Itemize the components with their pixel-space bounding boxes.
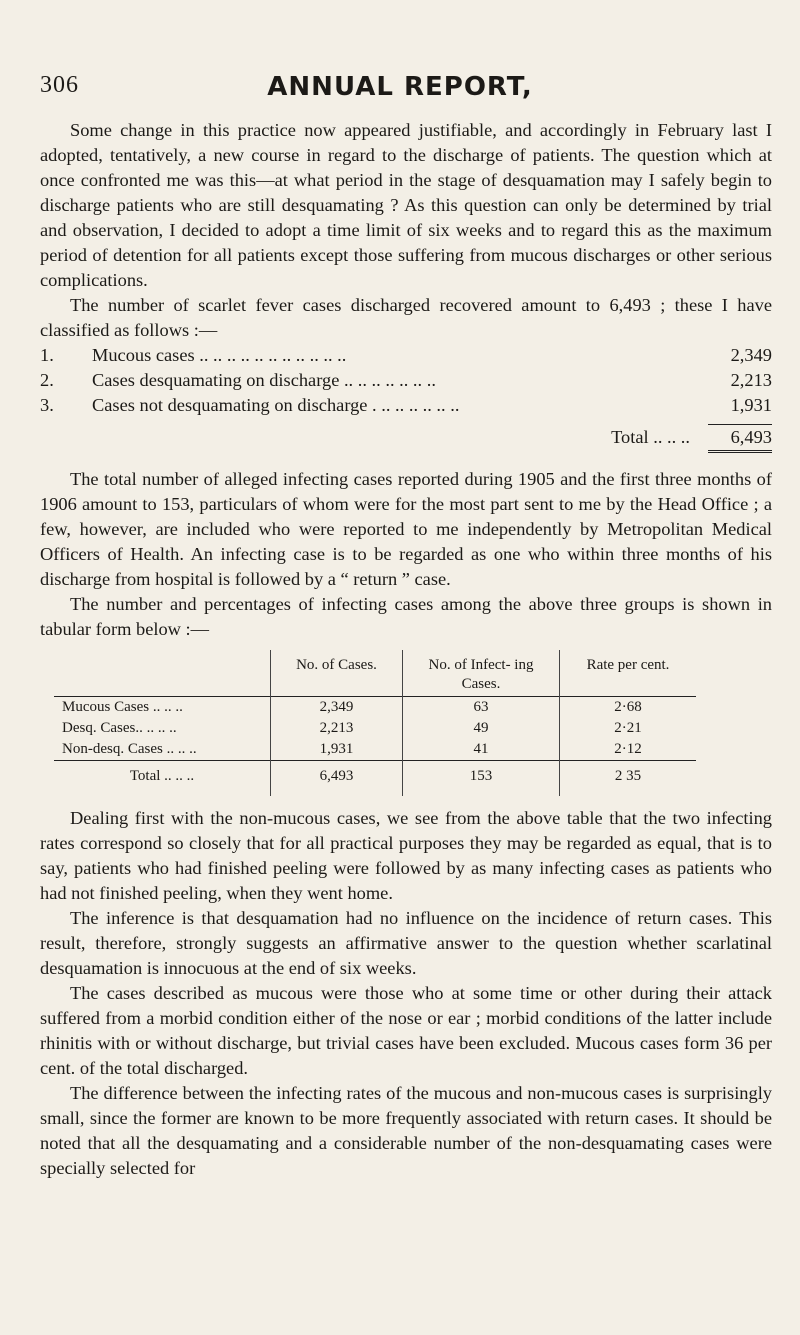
cell-infecting: 63	[403, 697, 560, 719]
cell-cases: 2,213	[271, 718, 403, 739]
cell-cases: 2,349	[271, 697, 403, 719]
paragraph: The cases described as mucous were those who at some time or other during their attack suffered from a morbid condition either of the nose or ear ; morbid conditions of the latter include rhinitis with or without discharge, but trivial cases have been excluded. Mucous cases form 36 per cent. of the total discharged.	[40, 983, 772, 1078]
total-infecting: 153	[403, 761, 560, 797]
double-rule	[708, 450, 772, 453]
cell-rate: 2·21	[560, 718, 697, 739]
col-header-rate: Rate per cent.	[560, 650, 697, 697]
item-value: 1,931	[730, 395, 772, 415]
paragraph: Some change in this practice now appeared justifiable, and accordingly in February last I adopted, tentatively, a new course in regard to the discharge of patients. The question which at once confronted me was this—at what period in the stage of desquamation may I safely begin to discharge patients who are still desquamating ? As this question can only be determined by trial and observation, I decided to adopt a time limit of six weeks and to regard this as the maximum period of detention for all patients except those suffering from mucous discharges or other serious complications.	[40, 120, 772, 290]
paragraph: The number of scarlet fever cases discharged recovered amount to 6,493 ; these I have classified as follows :—	[40, 295, 772, 340]
paragraph: The total number of alleged infecting cases reported during 1905 and the first three months of 1906 amount to 153, particulars of whom were for the most part sent to me by the Head Office ; a few, however, are included who were reported to me independently by Metropolitan Medical Officers of Health. An infecting case is to be regarded as one who within three months of his discharge from hospital is followed by a “ return ” case.	[40, 469, 772, 589]
paragraph: The number and percentages of infecting cases among the above three groups is shown in tabular form below :—	[40, 594, 772, 639]
list-item	[40, 343, 772, 368]
total-rate: 2 35	[560, 761, 697, 797]
col-header-infecting: No. of Infect- ing Cases.	[403, 650, 560, 697]
classification-list	[40, 343, 772, 453]
cell-rate: 2·68	[560, 697, 697, 719]
table-row	[54, 718, 696, 739]
cell-cases: 1,931	[271, 739, 403, 761]
table-header-row	[54, 650, 696, 697]
list-total-row	[40, 418, 772, 450]
cell-rate: 2·12	[560, 739, 697, 761]
paragraph: The difference between the infecting rates of the mucous and non-mucous cases is surprisingly small, since the former are known to be more frequently associated with return cases. It should be noted that all the desquamating and a considerable number of the non-desquamating cases were specially selected for	[40, 1083, 772, 1178]
table-row	[54, 697, 696, 719]
row-label: Non-desq. Cases .. .. ..	[62, 741, 197, 757]
row-label: Desq. Cases.. .. .. ..	[62, 720, 177, 736]
item-number: 3.	[40, 395, 54, 415]
total-cases: 6,493	[271, 761, 403, 797]
total-value: 6,493	[708, 424, 772, 450]
item-number: 2.	[40, 370, 54, 390]
page-number: 306	[40, 72, 79, 98]
total-label: Total .. .. ..	[611, 427, 690, 447]
table-row	[54, 739, 696, 761]
total-label: Total .. .. ..	[129, 768, 195, 784]
page-header	[40, 72, 760, 112]
running-title: ANNUAL REPORT,	[267, 72, 533, 102]
paragraph: Dealing first with the non-mucous cases, we see from the above table that the two infecting rates correspond so closely that for all practical purposes they may be regarded as equal, that is to say, patients who had finished peeling were followed by as many infecting cases as patients who had not finished peeling, when they went home.	[40, 808, 772, 903]
table-total-row	[54, 761, 696, 797]
item-label: Mucous cases .. .. .. .. .. .. .. .. .. .. ..	[92, 345, 347, 365]
item-value: 2,349	[730, 345, 772, 365]
list-item	[40, 368, 772, 393]
table-header-blank	[54, 650, 271, 697]
infecting-cases-table	[54, 650, 696, 796]
text-body	[40, 118, 772, 1181]
col-header-cases: No. of Cases.	[271, 650, 403, 697]
item-label: Cases not desquamating on discharge . .. .. .. .. .. ..	[92, 395, 460, 415]
cell-infecting: 41	[403, 739, 560, 761]
item-label: Cases desquamating on discharge .. .. .. .. .. .. ..	[92, 370, 436, 390]
cell-infecting: 49	[403, 718, 560, 739]
list-item	[40, 393, 772, 418]
item-value: 2,213	[730, 370, 772, 390]
item-number: 1.	[40, 345, 54, 365]
paragraph: The inference is that desquamation had no influence on the incidence of return cases. This result, therefore, strongly suggests an affirmative answer to the question whether scarlatinal desquamation is innocuous at the end of six weeks.	[40, 908, 772, 978]
row-label: Mucous Cases .. .. ..	[62, 699, 183, 715]
